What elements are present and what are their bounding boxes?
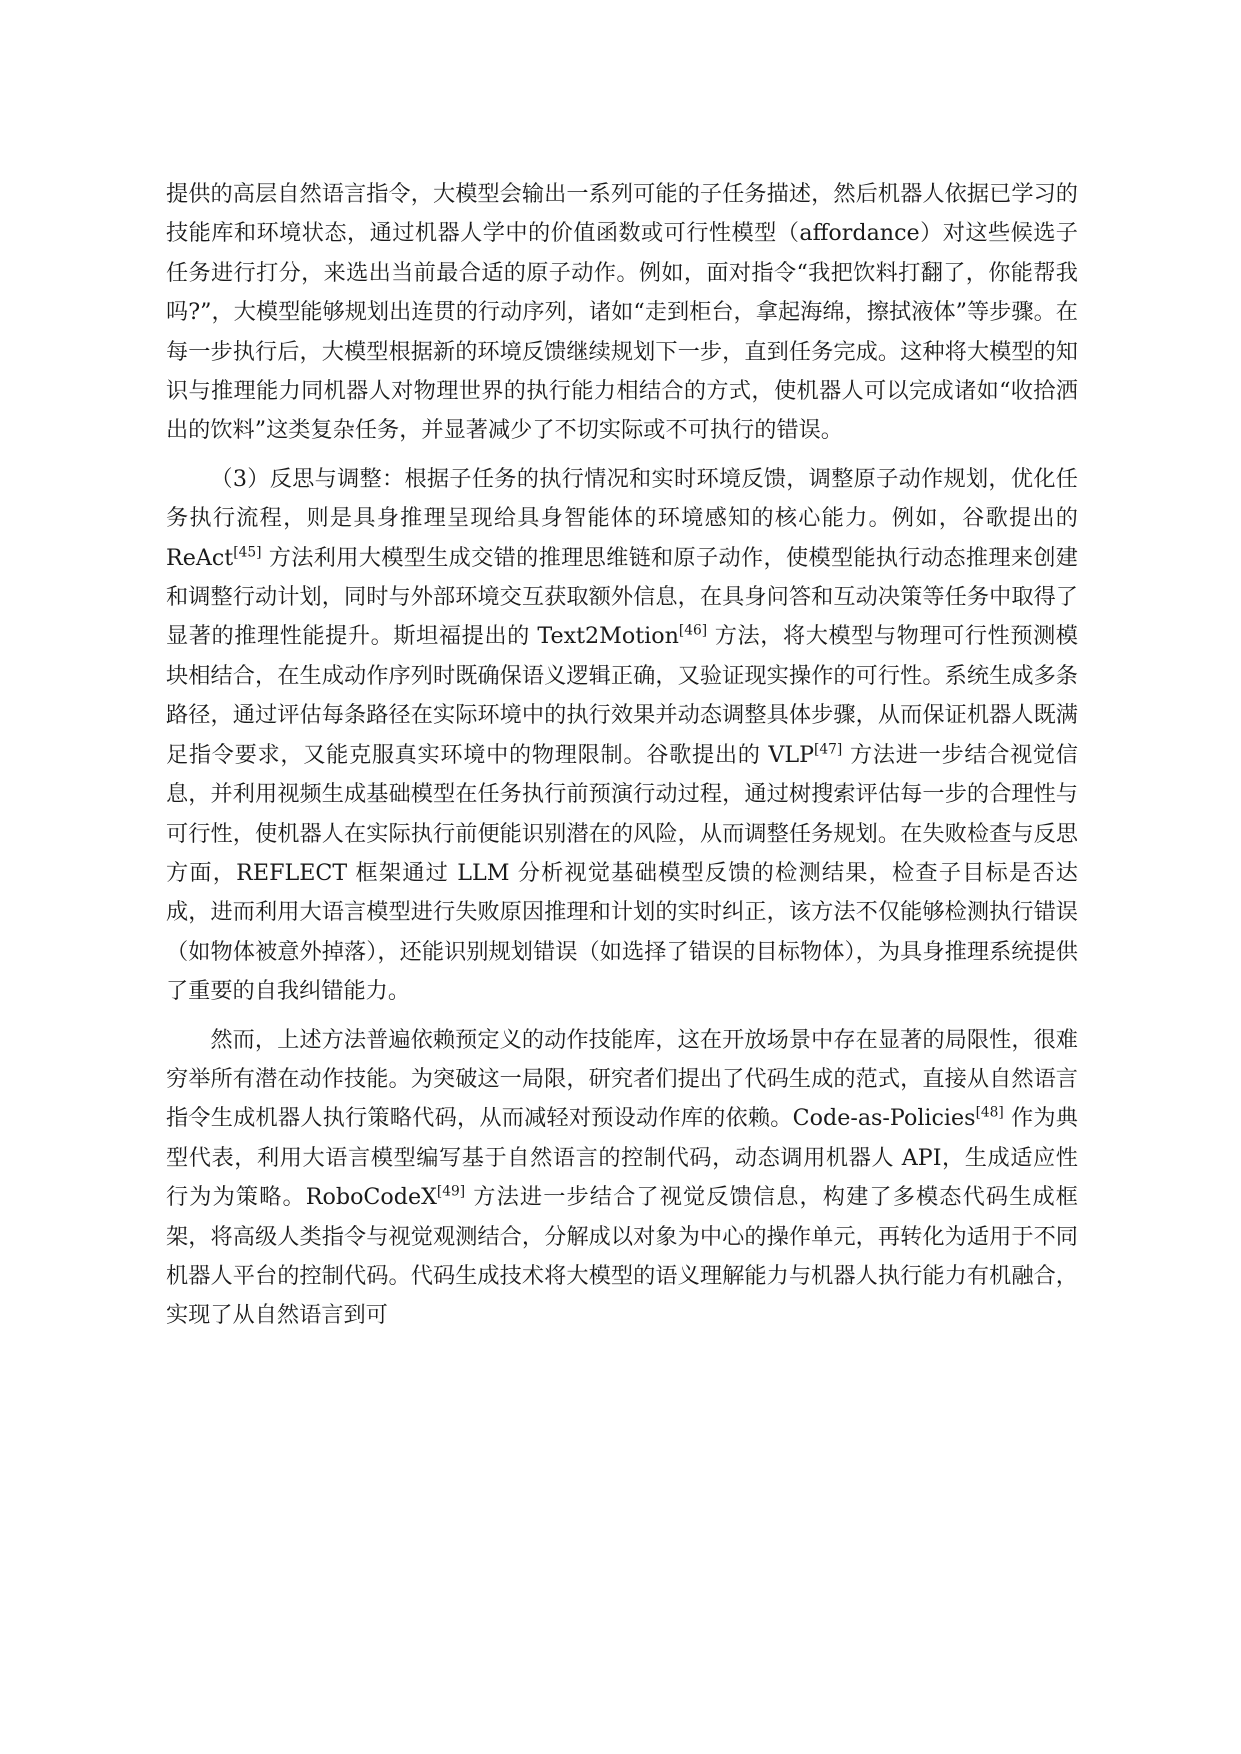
citation-46[interactable]: [46] [678, 622, 708, 639]
paragraph-text: 作为典型代表，利用大语言模型编写基于自然语言的控制代码，动态调用机器人 API，生成适应性行为为策略。RoboCodeX [166, 1105, 1078, 1211]
citation-49[interactable]: [49] [436, 1183, 466, 1200]
paragraph-code-generation [166, 1021, 1078, 1336]
paragraph-continued-planning [166, 175, 1078, 451]
document-page [166, 175, 1078, 1345]
citation-48[interactable]: [48] [975, 1104, 1004, 1121]
paragraph-text: 提供的高层自然语言指令，大模型会输出一系列可能的子任务描述，然后机器人依据已学习的技能库和环境状态，通过机器人学中的价值函数或可行性模型（affordance）对这些候选子任务进行打分，来选出当前最合适的原子动作。例如，面对指令“我把饮料打翻了，你能帮我吗?”，大模型能够规划出连贯的行动序列，诸如“走到柜台，拿起海绵，擦拭液体”等步骤。在每一步执行后，大模型根据新的环境反馈继续规划下一步，直到任务完成。这种将大模型的知识与推理能力同机器人对物理世界的执行能力相结合的方式，使机器人可以完成诸如“收拾洒出的饮料”这类复杂任务，并显著减少了不切实际或不可执行的错误。 [166, 181, 1078, 444]
citation-45[interactable]: [45] [233, 544, 262, 561]
paragraph-text: 方法进一步结合视觉信息，并利用视频生成基础模型在任务执行前预演行动过程，通过树搜索评估每一步的合理性与可行性，使机器人在实际执行前便能识别潜在的风险，从而调整任务规划。在失败检查与反思方面，REFLECT 框架通过 LLM 分析视觉基础模型反馈的检测结果，检查子目标是否达成，进而利用大语言模型进行失败原因推理和计划的实时纠正，该方法不仅能够检测执行错误（如物体被意外掉落），还能识别规划错误（如选择了错误的目标物体），为具身推理系统提供了重要的自我纠错能力。 [166, 741, 1078, 1005]
citation-47[interactable]: [47] [814, 741, 843, 758]
paragraph-text: 方法进一步结合了视觉反馈信息，构建了多模态代码生成框架，将高级人类指令与视觉观测结合，分解成以对象为中心的操作单元，再转化为适用于不同机器人平台的控制代码。代码生成技术将大模型的语义理解能力与机器人执行能力有机融合，实现了从自然语言到可 [166, 1184, 1078, 1329]
paragraph-text: 方法，将大模型与物理可行性预测模块相结合，在生成动作序列时既确保语义逻辑正确，又验证现实操作的可行性。系统生成多条路径，通过评估每条路径在实际环境中的执行效果并动态调整具体步骤，从而保证机器人既满足指令要求，又能克服真实环境中的物理限制。谷歌提出的 VLP [166, 623, 1078, 768]
paragraph-reflection-adjustment [166, 460, 1078, 1012]
paragraph-text: 方法利用大模型生成交错的推理思维链和原子动作，使模型能执行动态推理来创建和调整行动计划，同时与外部环境交互获取额外信息，在具身问答和互动决策等任务中取得了显著的推理性能提升。斯坦福提出的 Text2Motion [166, 544, 1078, 650]
paragraph-text: （3）反思与调整：根据子任务的执行情况和实时环境反馈，调整原子动作规划，优化任务执行流程，则是具身推理呈现给具身智能体的环境感知的核心能力。例如，谷歌提出的 ReAct [166, 465, 1078, 571]
paragraph-text: 然而，上述方法普遍依赖预定义的动作技能库，这在开放场景中存在显著的局限性，很难穷举所有潜在动作技能。为突破这一局限，研究者们提出了代码生成的范式，直接从自然语言指令生成机器人执行策略代码，从而减轻对预设动作库的依赖。Code-as-Policies [166, 1026, 1078, 1132]
